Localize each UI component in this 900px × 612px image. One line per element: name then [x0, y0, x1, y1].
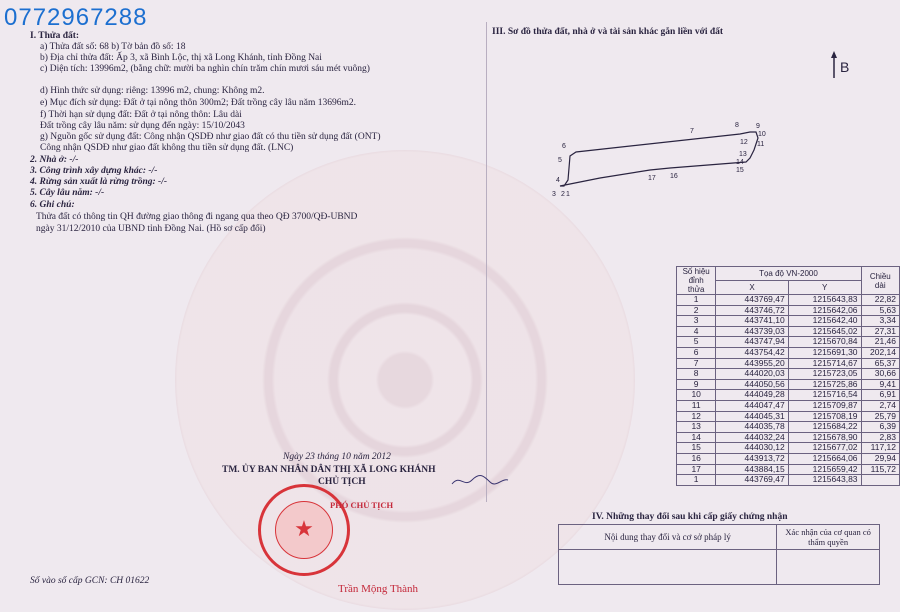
table-row	[677, 305, 900, 316]
book-number: Số vào sổ cấp GCN: CH 01622	[30, 576, 150, 586]
col-x-header: X	[716, 281, 788, 295]
section4: 4. Rừng sản xuất là rừng trồng: -/-	[30, 177, 168, 187]
coord-x-cell: 443955,20	[716, 358, 788, 369]
signature-mark	[450, 472, 510, 490]
col-coord-header: Tọa độ VN-2000	[716, 267, 861, 281]
star-icon: ★	[294, 516, 314, 541]
coord-length-cell: 9,41	[861, 379, 899, 390]
sign-role: CHỦ TỊCH	[318, 477, 366, 487]
origin-line-2: Công nhận QSDĐ như giao đất không thu tiền sử dụng đất. (LNC)	[40, 143, 294, 153]
coord-point-cell: 7	[677, 358, 716, 369]
table-row	[677, 400, 900, 411]
diagram-point-label: 4	[556, 177, 560, 184]
phone-number: 0772967288	[4, 4, 148, 31]
coord-x-cell: 444047,47	[716, 400, 788, 411]
coord-y-cell: 1215708,19	[788, 411, 861, 422]
stamp-role: PHÓ CHỦ TỊCH	[330, 500, 394, 510]
coord-length-cell: 22,82	[861, 295, 899, 306]
col-point-header: Số hiệu đỉnh thửa	[677, 267, 716, 295]
coord-point-cell: 5	[677, 337, 716, 348]
coord-point-cell: 9	[677, 379, 716, 390]
diagram-point-label: 10	[758, 131, 766, 138]
sign-date: Ngày 23 tháng 10 năm 2012	[283, 452, 391, 462]
coord-length-cell: 5,63	[861, 305, 899, 316]
note-line-1: Thửa đất có thông tin QH đường giao thông đi ngang qua theo QĐ 3700/QĐ-UBND	[36, 212, 358, 222]
coord-length-cell: 3,34	[861, 316, 899, 327]
coord-x-cell: 443884,15	[716, 464, 788, 475]
coord-x-cell: 444049,28	[716, 390, 788, 401]
coord-x-cell: 444050,56	[716, 379, 788, 390]
coord-y-cell: 1215642,40	[788, 316, 861, 327]
coord-length-cell: 6,91	[861, 390, 899, 401]
coord-x-cell: 443913,72	[716, 453, 788, 464]
section6-heading: 6. Ghi chú:	[30, 200, 75, 210]
coord-y-cell: 1215645,02	[788, 326, 861, 337]
coord-length-cell: 30,66	[861, 369, 899, 380]
coord-x-cell: 443746,72	[716, 305, 788, 316]
section1-heading: I. Thửa đất:	[30, 31, 80, 41]
table-row	[677, 390, 900, 401]
coord-length-cell: 2,74	[861, 400, 899, 411]
parcel-line: a) Thửa đất số: 68 b) Tờ bản đồ số: 18	[40, 42, 186, 52]
changes-col2-header: Xác nhận của cơ quan có thẩm quyền	[777, 525, 880, 550]
diagram-point-label: 14	[736, 159, 744, 166]
table-row	[677, 443, 900, 454]
diagram-point-label: 16	[670, 173, 678, 180]
coord-y-cell: 1215677,02	[788, 443, 861, 454]
diagram-point-label: 15	[736, 167, 744, 174]
diagram-point-label: 11	[757, 141, 765, 148]
signer-name: Trần Mộng Thành	[338, 583, 419, 595]
coord-y-cell: 1215684,22	[788, 422, 861, 433]
section3-title: III. Sơ đồ thửa đất, nhà ở và tài sản khác gắn liền với đất	[492, 27, 724, 37]
coord-x-cell: 443769,47	[716, 295, 788, 306]
coord-y-cell: 1215670,84	[788, 337, 861, 348]
section4-title: IV. Những thay đổi sau khi cấp giấy chứng nhận	[592, 512, 788, 522]
table-row	[677, 422, 900, 433]
coordinates-table	[676, 266, 900, 486]
coord-length-cell: 117,12	[861, 443, 899, 454]
coord-point-cell: 1	[677, 295, 716, 306]
coord-y-cell: 1215714,67	[788, 358, 861, 369]
coord-y-cell: 1215643,83	[788, 295, 861, 306]
coord-y-cell: 1215723,05	[788, 369, 861, 380]
coord-x-cell: 443741,10	[716, 316, 788, 327]
area-line: c) Diện tích: 13996m2, (bằng chữ: mười ba nghìn chín trăm chín mươi sáu mét vuông)	[40, 64, 370, 74]
diagram-point-label: 13	[739, 151, 747, 158]
parcel-diagram	[540, 40, 880, 220]
coord-x-cell: 444032,24	[716, 432, 788, 443]
coord-length-cell: 27,31	[861, 326, 899, 337]
coord-point-cell: 16	[677, 453, 716, 464]
coord-length-cell: 202,14	[861, 347, 899, 358]
coord-length-cell: 65,37	[861, 358, 899, 369]
coord-point-cell: 15	[677, 443, 716, 454]
coord-point-cell: 11	[677, 400, 716, 411]
section3: 3. Công trình xây dựng khác: -/-	[30, 166, 158, 176]
table-row	[677, 337, 900, 348]
address-line: b) Địa chỉ thửa đất: Ấp 3, xã Bình Lộc, thị xã Long Khánh, tỉnh Đồng Nai	[40, 53, 322, 63]
coord-length-cell: 6,39	[861, 422, 899, 433]
origin-line: g) Nguồn gốc sử dụng đất: Công nhận QSDĐ như giao đất có thu tiền sử dụng đất (ONT)	[40, 132, 381, 142]
coord-x-cell: 444035,78	[716, 422, 788, 433]
usage-purpose-line: e) Mục đích sử dụng: Đất ở tại nông thôn 300m2; Đất trồng cây lâu năm 13696m2.	[40, 98, 356, 108]
coord-y-cell: 1215678,90	[788, 432, 861, 443]
table-row	[677, 432, 900, 443]
coord-y-cell: 1215664,06	[788, 453, 861, 464]
coord-length-cell: 25,79	[861, 411, 899, 422]
col-length-header: Chiều dài	[861, 267, 899, 295]
diagram-point-label: 5	[558, 157, 562, 164]
table-row	[677, 358, 900, 369]
sign-org: TM. ỦY BAN NHÂN DÂN THỊ XÃ LONG KHÁNH	[222, 465, 436, 475]
note-line-2: ngày 31/12/2010 của UBND tỉnh Đồng Nai. (Hồ sơ cấp đổi)	[36, 224, 266, 234]
north-label: B	[840, 59, 850, 75]
diagram-point-label: 2	[561, 191, 565, 198]
coord-point-cell: 17	[677, 464, 716, 475]
coord-y-cell: 1215709,87	[788, 400, 861, 411]
coord-length-cell: 2,83	[861, 432, 899, 443]
coord-length-cell: 21,46	[861, 337, 899, 348]
coord-length-cell	[861, 475, 899, 486]
coord-x-cell: 444030,12	[716, 443, 788, 454]
diagram-point-label: 6	[562, 143, 566, 150]
coord-y-cell: 1215691,30	[788, 347, 861, 358]
coord-x-cell: 443739,03	[716, 326, 788, 337]
coord-length-cell: 29,94	[861, 453, 899, 464]
official-seal	[258, 484, 350, 576]
coord-point-cell: 10	[677, 390, 716, 401]
coord-x-cell: 444045,31	[716, 411, 788, 422]
coord-point-cell: 2	[677, 305, 716, 316]
changes-table	[558, 524, 880, 585]
coord-y-cell: 1215725,86	[788, 379, 861, 390]
section5: 5. Cây lâu năm: -/-	[30, 188, 105, 198]
coord-x-cell: 443747,94	[716, 337, 788, 348]
table-row	[677, 369, 900, 380]
coord-point-cell: 1	[677, 475, 716, 486]
diagram-point-label: 17	[648, 175, 656, 182]
coord-y-cell: 1215716,54	[788, 390, 861, 401]
table-row	[677, 453, 900, 464]
column-divider	[486, 22, 487, 502]
diagram-point-label: 8	[735, 122, 739, 129]
coord-x-cell: 444020,03	[716, 369, 788, 380]
diagram-point-label: 7	[690, 128, 694, 135]
diagram-point-label: 9	[756, 123, 760, 130]
coord-point-cell: 6	[677, 347, 716, 358]
col-y-header: Y	[788, 281, 861, 295]
coord-point-cell: 13	[677, 422, 716, 433]
coord-point-cell: 8	[677, 369, 716, 380]
diagram-point-label: 12	[740, 139, 748, 146]
diagram-point-label: 1	[566, 191, 570, 198]
coord-point-cell: 14	[677, 432, 716, 443]
usage-term-line: f) Thời hạn sử dụng đất: Đất ở tại nông thôn: Lâu dài	[40, 110, 242, 120]
table-row	[677, 475, 900, 486]
coord-point-cell: 12	[677, 411, 716, 422]
table-row	[677, 411, 900, 422]
coord-point-cell: 4	[677, 326, 716, 337]
table-row	[677, 326, 900, 337]
table-row	[677, 464, 900, 475]
section2: 2. Nhà ở: -/-	[30, 155, 79, 165]
coord-y-cell: 1215642,06	[788, 305, 861, 316]
usage-form-line: d) Hình thức sử dụng: riêng: 13996 m2, chung: Không m2.	[40, 86, 265, 96]
table-row	[677, 295, 900, 306]
coord-x-cell: 443754,42	[716, 347, 788, 358]
changes-col1-header: Nội dung thay đổi và cơ sở pháp lý	[559, 525, 777, 550]
table-row	[677, 379, 900, 390]
coord-x-cell: 443769,47	[716, 475, 788, 486]
table-row	[677, 316, 900, 327]
usage-term-line-2: Đất trồng cây lâu năm: sử dụng đến ngày: 15/10/2043	[40, 121, 245, 131]
diagram-point-label: 3	[552, 191, 556, 198]
coord-y-cell: 1215643,83	[788, 475, 861, 486]
coord-point-cell: 3	[677, 316, 716, 327]
table-row	[677, 347, 900, 358]
coord-length-cell: 115,72	[861, 464, 899, 475]
coord-y-cell: 1215659,42	[788, 464, 861, 475]
